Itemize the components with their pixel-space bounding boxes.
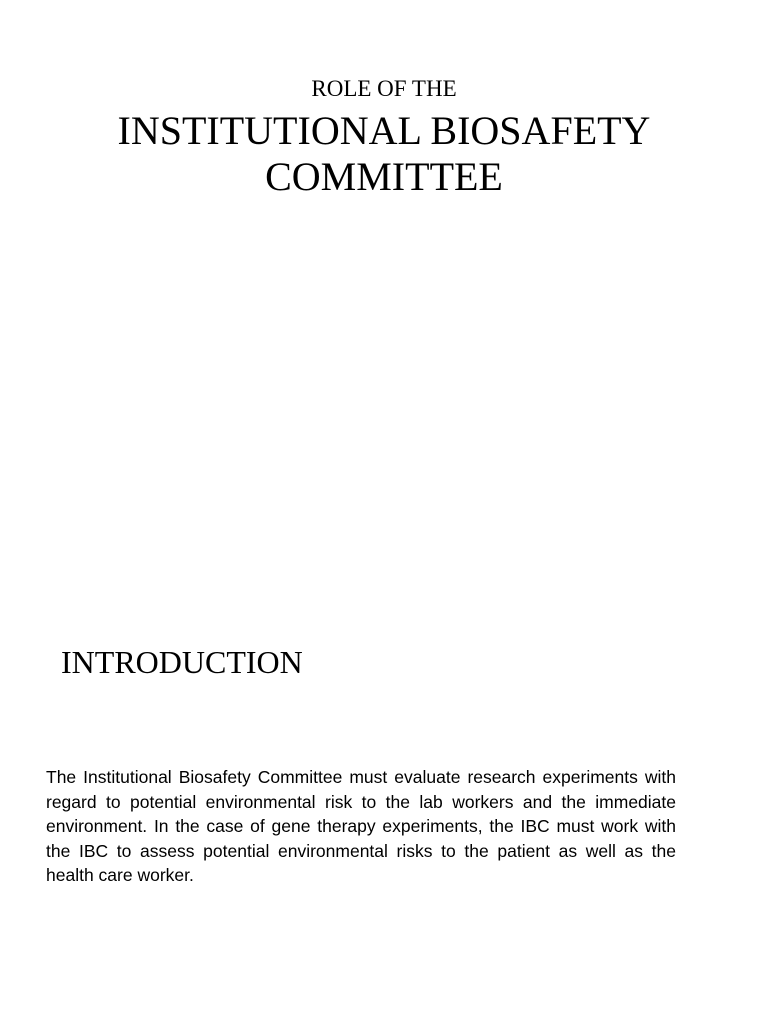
page-title [40,108,728,200]
title-line-2: COMMITTEE [265,154,503,199]
pre-title: ROLE OF THE [311,76,457,101]
title-line-1: INSTITUTIONAL BIOSAFETY [117,108,651,153]
section-heading-introduction: INTRODUCTION [61,644,303,680]
introduction-paragraph: The Institutional Biosafety Committee must evaluate research experiments with regard to potential environmental risk to the lab workers and the immediate environment. In the case of gene therapy experiments, the IBC must work with the IBC to assess potential environmental risks to the patient as well as the health care worker. [46,767,676,885]
